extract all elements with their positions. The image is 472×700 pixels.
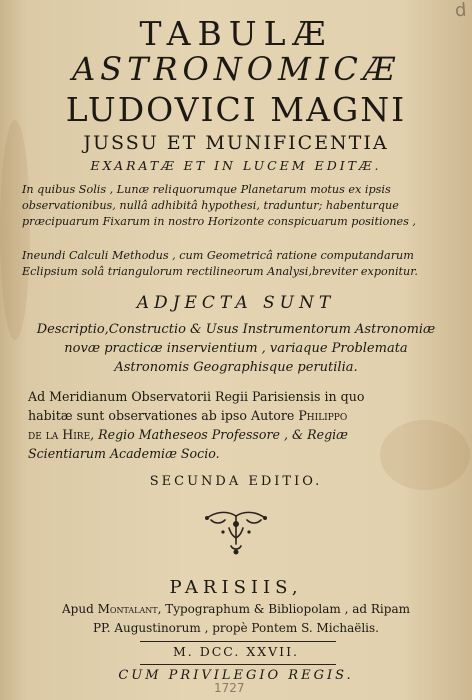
imprint-text: , Typographum & Bibliopolam , ad Ripam [157, 602, 410, 616]
privilege-line: CUM PRIVILEGIO REGIS. [118, 668, 354, 683]
para3-line: Astronomis Geographisque perutilia. [114, 360, 358, 375]
para4-line [28, 427, 348, 442]
para4-text: , Regio Matheseos Professore , & Regiæ [90, 427, 349, 442]
title-line-2: ASTRONOMICÆ [72, 50, 400, 88]
imprint-line-2: PP. Augustinorum , propè Pontem S. Michaëlis. [92, 621, 379, 635]
imprint-line-1 [0, 602, 472, 616]
para3-line: Descriptio,Constructio & Usus Instrumentorum Astronomiæ [36, 322, 436, 337]
para4-text: habitæ sunt observationes ab ipso Autore [28, 408, 295, 423]
para3-line: novæ practicæ inservientium , variaque Problemata [64, 341, 408, 356]
para2-line: Eclipsium solâ triangulorum rectilineorum Analysi,breviter exponitur. [22, 265, 418, 278]
para4-line: Ad Meridianum Observatorii Regii Parisiensis in quo [28, 389, 365, 404]
para1-line: præcipuarum Fixarum in nostro Horizonte conspicuarum positiones , [22, 215, 416, 228]
adjecta-heading: ADJECTA SUNT [136, 293, 336, 313]
fleuron-ornament-icon [203, 508, 269, 556]
edition-line: SECUNDA EDITIO. [149, 474, 323, 489]
para4-line [28, 408, 347, 423]
para1-line: In quibus Solis , Lunæ reliquorumque Planetarum motus ex ipsis [22, 183, 391, 196]
para2-line: Ineundi Calculi Methodus , cum Geometricâ ratione computandarum [22, 249, 414, 262]
handwritten-mark: d [453, 0, 467, 22]
divider-rule [140, 641, 336, 642]
title-line-1: TABULÆ [139, 14, 333, 53]
author-name: Philippo [298, 408, 348, 423]
divider-rule [140, 664, 336, 665]
title-line-5: EXARATÆ ET IN LUCEM EDITÆ. [90, 158, 382, 173]
author-surname: de la Hire [28, 427, 91, 442]
handwritten-year: 1727 [214, 681, 245, 695]
imprint-year: M. DCC. XXVII. [172, 644, 300, 659]
para1-line: observationibus, nullâ adhibitâ hypothesi, traduntur; habenturque [22, 199, 399, 212]
printer-name: Montalant [97, 602, 158, 616]
title-line-4: JUSSU ET MUNIFICENTIA [83, 132, 389, 154]
imprint-city: PARISIIS, [169, 577, 303, 598]
para4-line: Scientiarum Academiæ Socio. [28, 446, 220, 461]
imprint-text: Apud [62, 602, 94, 616]
title-line-3: LUDOVICI MAGNI [65, 90, 407, 129]
